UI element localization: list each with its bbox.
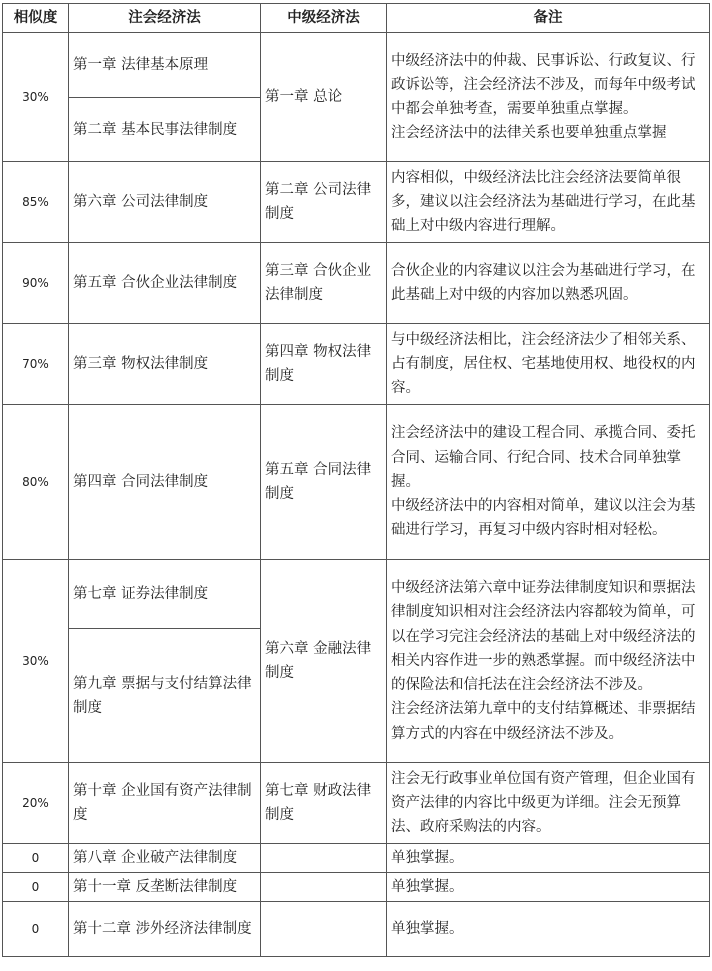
similarity-cell: 30% bbox=[3, 33, 69, 162]
similarity-cell: 70% bbox=[3, 324, 69, 405]
table-row bbox=[3, 33, 710, 98]
table-row bbox=[3, 873, 710, 902]
notes-cell bbox=[387, 902, 710, 957]
similarity-cell: 85% bbox=[3, 162, 69, 243]
similarity-cell: 30% bbox=[3, 560, 69, 763]
header-row bbox=[3, 4, 710, 33]
table-row bbox=[3, 902, 710, 957]
cpa-chapter-cell: 第四章 合同法律制度 bbox=[69, 405, 261, 560]
cpa-chapter-cell: 第三章 物权法律制度 bbox=[69, 324, 261, 405]
notes-cell bbox=[387, 324, 710, 405]
comparison-table bbox=[2, 3, 710, 957]
table-row bbox=[3, 162, 710, 243]
similarity-cell: 0 bbox=[3, 844, 69, 873]
header-mid-law: 中级经济法 bbox=[261, 4, 387, 33]
note-text: 注会经济法中的建设工程合同、承揽合同、委托合同、运输合同、行纪合同、技术合同单独掌握。 bbox=[391, 425, 696, 490]
table-row bbox=[3, 844, 710, 873]
cpa-chapter-cell: 第六章 公司法律制度 bbox=[69, 162, 261, 243]
cpa-chapter-cell: 第十二章 涉外经济法律制度 bbox=[69, 902, 261, 957]
notes-cell bbox=[387, 33, 710, 162]
mid-chapter-cell: 第三章 合伙企业法律制度 bbox=[261, 243, 387, 324]
cpa-chapter-cell: 第一章 法律基本原理 bbox=[69, 33, 261, 98]
cpa-chapter-cell: 第五章 合伙企业法律制度 bbox=[69, 243, 261, 324]
notes-cell bbox=[387, 560, 710, 763]
cpa-chapter-cell: 第九章 票据与支付结算法律制度 bbox=[69, 629, 261, 763]
similarity-cell: 0 bbox=[3, 873, 69, 902]
header-notes: 备注 bbox=[387, 4, 710, 33]
notes-cell bbox=[387, 243, 710, 324]
mid-chapter-cell bbox=[261, 873, 387, 902]
table-row bbox=[3, 763, 710, 844]
mid-chapter-cell: 第四章 物权法律制度 bbox=[261, 324, 387, 405]
table-row bbox=[3, 243, 710, 324]
mid-chapter-cell: 第七章 财政法律制度 bbox=[261, 763, 387, 844]
header-similarity: 相似度 bbox=[3, 4, 69, 33]
notes-cell bbox=[387, 844, 710, 873]
note-text: 中级经济法中的仲裁、民事诉讼、行政复议、行政诉讼等，注会经济法不涉及，而每年中级考试中都会单独考查，需要单独重点掌握。 bbox=[391, 52, 696, 117]
similarity-cell: 20% bbox=[3, 763, 69, 844]
similarity-cell: 90% bbox=[3, 243, 69, 324]
cpa-chapter-cell: 第二章 基本民事法律制度 bbox=[69, 98, 261, 162]
cpa-chapter-cell: 第十章 企业国有资产法律制度 bbox=[69, 763, 261, 844]
similarity-cell: 0 bbox=[3, 902, 69, 957]
mid-chapter-cell: 第二章 公司法律制度 bbox=[261, 162, 387, 243]
note-text: 注会无行政事业单位国有资产管理，但企业国有资产法律的内容比中级更为详细。注会无预算法、政府采购法的内容。 bbox=[391, 770, 696, 836]
mid-chapter-cell bbox=[261, 902, 387, 957]
note-text: 注会经济法第九章中的支付结算概述、非票据结算方式的内容在中级经济法不涉及。 bbox=[391, 701, 696, 742]
notes-cell bbox=[387, 405, 710, 560]
cpa-chapter-cell: 第七章 证券法律制度 bbox=[69, 560, 261, 629]
header-cpa-law: 注会经济法 bbox=[69, 4, 261, 33]
cpa-chapter-cell: 第八章 企业破产法律制度 bbox=[69, 844, 261, 873]
mid-chapter-cell: 第六章 金融法律制度 bbox=[261, 560, 387, 763]
note-text: 单独掌握。 bbox=[391, 921, 464, 938]
table-row bbox=[3, 560, 710, 629]
mid-chapter-cell: 第一章 总论 bbox=[261, 33, 387, 162]
notes-cell bbox=[387, 873, 710, 902]
note-text: 注会经济法中的法律关系也要单独重点掌握 bbox=[391, 125, 667, 142]
note-text: 中级经济法第六章中证券法律制度知识和票据法律制度知识相对注会经济法内容都较为简单，可以在学习完注会经济法的基础上对中级经济法的相关内容作进一步的熟悉掌握。而中级经济法中的保险法和信托法在注会经济法不涉及。 bbox=[391, 580, 696, 694]
note-text: 内容相似，中级经济法比注会经济法要简单很多，建议以注会经济法为基础进行学习，在此基础上对中级内容进行理解。 bbox=[391, 169, 696, 235]
notes-cell bbox=[387, 763, 710, 844]
note-text: 中级经济法中的内容相对简单，建议以注会为基础进行学习，再复习中级内容时相对轻松。 bbox=[391, 498, 696, 539]
note-text: 与中级经济法相比，注会经济法少了相邻关系、占有制度，居住权、宅基地使用权、地役权的内容。 bbox=[391, 331, 696, 397]
table-row bbox=[3, 324, 710, 405]
note-text: 合伙企业的内容建议以注会为基础进行学习，在此基础上对中级的内容加以熟悉巩固。 bbox=[391, 262, 696, 303]
similarity-cell: 80% bbox=[3, 405, 69, 560]
note-text: 单独掌握。 bbox=[391, 879, 464, 896]
notes-cell bbox=[387, 162, 710, 243]
mid-chapter-cell bbox=[261, 844, 387, 873]
note-text: 单独掌握。 bbox=[391, 850, 464, 866]
mid-chapter-cell: 第五章 合同法律制度 bbox=[261, 405, 387, 560]
table-row bbox=[3, 405, 710, 560]
cpa-chapter-cell: 第十一章 反垄断法律制度 bbox=[69, 873, 261, 902]
